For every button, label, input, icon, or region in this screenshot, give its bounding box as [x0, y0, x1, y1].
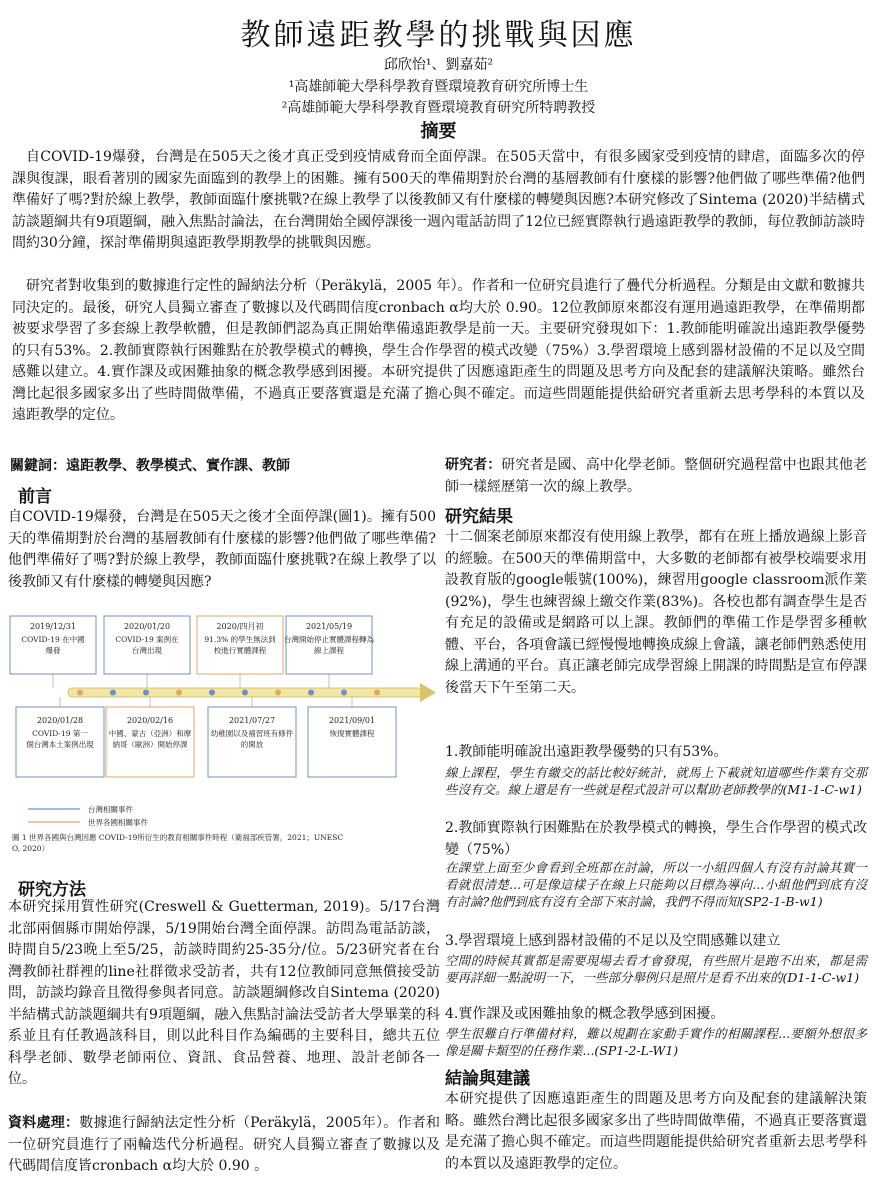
- timeline-event-date: 2020/01/28: [36, 716, 84, 725]
- conclusion-text: 本研究提供了因應遠距產生的問題及思考方向及配套的建議解決策略。雖然台灣比起很多國家多出了些時間做準備，不過真正要落實還是充滿了擔心與不確定。而這些問題能提供給研究者重新去思考學科的本質以及遠距教學的定位。: [445, 1091, 867, 1172]
- data-processing-text: 數據進行歸納法定性分析（Peräkylä，2005年）。作者和一位研究員進行了兩輪迭代分析過程。研究人員獨立審查了數據以及代碼間信度皆cronbach α均大於 0.90 。: [8, 1115, 441, 1174]
- timeline-event-desc: COVID-19 在中國爆發: [21, 635, 85, 655]
- researcher-label: 研究者：: [445, 457, 502, 473]
- intro-heading: 前言: [18, 487, 52, 507]
- quote-1: 線上課程，學生有繳交的話比較好統計，就馬上下載就知道哪些作業有交那些沒有交。線上還是有一些就是程式設計可以幫助老師教學的(M1-1-C-w1): [445, 765, 867, 797]
- timeline-marker: [242, 690, 248, 696]
- affiliation-1: ¹高雄師範大學科學教育暨環境教育研究所博士生: [288, 79, 589, 95]
- method-text: 本研究採用質性研究(Creswell & Guetterman, 2019)。5/17台灣北部兩個縣市開始停課，5/19開始台灣全面停課。訪問為電話訪談，時間自5/23晚上至5/25，訪談時間約25-35分/位。5/23研究者在台灣教師社群裡的line社群徵求受訪者，共有12位教師同意無償接受訪問，訪談均錄音且徵得參與者同意。訪談題綱修改自Sintema (2020)半結構式訪談題綱共有9項題綱，融入焦點討論法受訪者大學畢業的科系並且有任教過該科目，則以此科目作為編碼的主要科目，總共五位科學老師、數學老師兩位、資訊、食品營養、地理、設計老師各一位。: [8, 899, 440, 1087]
- authors: 邱欣怡¹、劉嘉茹²: [383, 57, 494, 73]
- timeline-event-desc: COVID-19 第一個台灣本土案例出現: [26, 729, 94, 749]
- intro-text: 自COVID-19爆發，台灣是在505天之後才全面停課(圖1)。擁有500天的準備期對於台灣的基層教師有什麼樣的影響?他們做了哪些準備?他們準備好了嗎?對於線上教學，教師面臨什麼挑戰?在線上教學了以後教師又有什麼樣的轉變與因應?: [8, 509, 436, 590]
- abstract-paragraph-2: 研究者對收集到的數據進行定性的歸納法分析（Peräkylä，2005 年）。作者和一位研究員進行了疊代分析過程。分類是由文獻和數據共同決定的。最後，研究人員獨立審查了數據以及代碼間信度cronbach α均大於 0.90。12位教師原來都沒有運用過遠距教學，在準備期都被要求學習了多套線上教學軟體，但是教師們認為真正開始準備遠距教學是前一天。主要研究發現如下：1.教師能明確說出遠距教學優勢的只有53%。2.教師實際執行困難點在於教學模式的轉換，學生合作學習的模式改變（75%）3.學習環境上感到器材設備的不足以及空間感難以建立。4.實作課及或困難抽象的概念教學感到困擾。本研究提供了因應遠距產生的問題及思考方向及配套的建議解決策略。雖然台灣比起很多國家多出了些時間做準備，不過真正要落實還是充滿了擔心與不確定。而這些問題能提供給研究者重新去思考學科的本質以及遠距教學的定位。: [12, 278, 865, 423]
- affiliation-2: ²高雄師範大學科學教育暨環境教育研究所特聘教授: [281, 100, 596, 116]
- timeline-event-desc: 幼稚園以及補習班有條件的開放: [210, 729, 294, 749]
- conclusion-heading: 結論與建議: [445, 1069, 530, 1089]
- timeline-arrow-head: [420, 683, 436, 702]
- timeline-marker: [374, 690, 380, 696]
- timeline-event-desc: 91.3% 的學生無法到校進行實體課程: [204, 635, 276, 655]
- quote-2: 在課堂上面至少會看到全班都在討論，所以一小組四個人有沒有討論其實一看就很清楚...可是像這樣子在線上只能夠以目標為導向...小組他們到底有沒有討論?他們到底有沒有全部下來討論，我們不得而知(SP2-1-B-w1): [445, 860, 867, 909]
- quote-4: 學生很難自行準備材料，難以規劃在家動手實作的相關課程...要額外想很多像是關卡類型的任務作業...(SP1-2-L-W1): [445, 1026, 867, 1058]
- results-heading: 研究結果: [445, 507, 513, 527]
- finding-3: 3.學習環境上感到器材設備的不足以及空間感難以建立: [445, 933, 781, 949]
- timeline-marker: [308, 690, 314, 696]
- timeline-figure: [8, 612, 436, 862]
- timeline-marker: [77, 690, 83, 696]
- researcher-note: [445, 455, 867, 498]
- timeline-event-date: 2021/09/01: [328, 716, 376, 725]
- quote-3: 空間的時候其實都是需要現場去看才會發現，有些照片是跑不出來，都是需要再詳細一點說明一下，一些部分舉例只是照片是看不出來的(D1-1-C-w1): [445, 953, 867, 985]
- timeline-event-desc: 中國、蒙古（亞洲）和摩納哥（歐洲）開始停課: [108, 729, 192, 749]
- timeline-event-desc: 恢復實體課程: [329, 729, 375, 738]
- finding-2: 2.教師實際執行困難點在於教學模式的轉換，學生合作學習的模式改變（75%）: [445, 820, 867, 858]
- timeline-marker: [275, 690, 281, 696]
- timeline-marker: [110, 690, 116, 696]
- data-processing: [8, 1113, 440, 1178]
- legend-world: 世界各國相關事件: [88, 818, 148, 827]
- timeline-marker: [209, 690, 215, 696]
- timeline-event-desc: 台灣開始停止實體課程轉為線上課程: [284, 635, 374, 655]
- timeline-marker: [176, 690, 182, 696]
- method-heading: 研究方法: [18, 880, 86, 900]
- timeline-event-date: 2020/01/20: [123, 622, 171, 631]
- finding-4: 4.實作課及或困難抽象的概念教學感到困擾。: [445, 1006, 725, 1022]
- timeline-event-date: 2021/05/19: [305, 622, 353, 631]
- abstract-paragraph-1: 自COVID-19爆發，台灣是在505天之後才真正受到疫情威脅而全面停課。在505天當中，有很多國家受到疫情的肆虐，面臨多次的停課與復課，眼看著別的國家先面臨到的教學上的困難。擁有500天的準備期對於台灣的基層教師有什麼樣的影響?他們做了哪些準備?他們準備好了嗎?對於線上教學，教師面臨什麼挑戰?在線上教學了以後教師又有什麼樣的轉變與因應?本研究修改了Sintema (2020)半結構式訪談題綱共有9項題綱，融入焦點討論法，在台灣開始全國停課後一週內電話訪問了12位已經實際執行過遠距教學的教師，每位教師訪談時間約30分鐘，探討準備期與遠距教學期教學的挑戰與因應。: [12, 149, 865, 251]
- timeline-event-date: 2021/07/27: [228, 716, 276, 725]
- finding-1: 1.教師能明確說出遠距教學優勢的只有53%。: [445, 744, 728, 760]
- researcher-text: 研究者是國、高中化學老師。整個研究過程當中也跟其他老師一樣經歷第一次的線上教學。: [445, 457, 868, 495]
- timeline-marker: [143, 690, 149, 696]
- keywords: 關鍵詞：遠距教學、教學模式、實作課、教師: [10, 458, 290, 474]
- timeline-event-date: 2020/四月初: [216, 622, 264, 631]
- legend-taiwan: 台灣相關事件: [88, 805, 133, 814]
- timeline-event-date: 2020/02/16: [126, 716, 174, 725]
- abstract-heading: 摘要: [420, 121, 457, 142]
- timeline-event-date: 2019/12/31: [29, 622, 77, 631]
- results-text: 十二個案老師原來都沒有使用線上教學，都有在班上播放過線上影音的經驗。在500天的準備期當中，大多數的老師都有被學校端要求用設教育版的google帳號(100%)，練習用google classroom派作業(92%)，學生也練習線上繳交作業(83%)。各校也都有調查學生是否有充足的設備或是網路可以上課。教師們的準備工作是學習多種軟體、平台，各項會議已經慢慢地轉換成線上會議，讓老師們熟悉使用線上溝通的平台。真正讓老師完成學習線上開課的時間點是宣布停課後當天下午至第二天。: [445, 529, 867, 696]
- timeline-event-desc: COVID-19 案例在台灣出現: [115, 635, 179, 655]
- timeline-marker: [341, 690, 347, 696]
- paper-title: 教師遠距教學的挑戰與因應: [240, 18, 637, 53]
- data-processing-label: 資料處理：: [8, 1115, 80, 1131]
- figure-caption: 圖 1 世界各國與台灣因應 COVID-19所衍生的教育相關事件時程（衛福部疾管署，2021；UNESC O, 2020）: [12, 833, 344, 853]
